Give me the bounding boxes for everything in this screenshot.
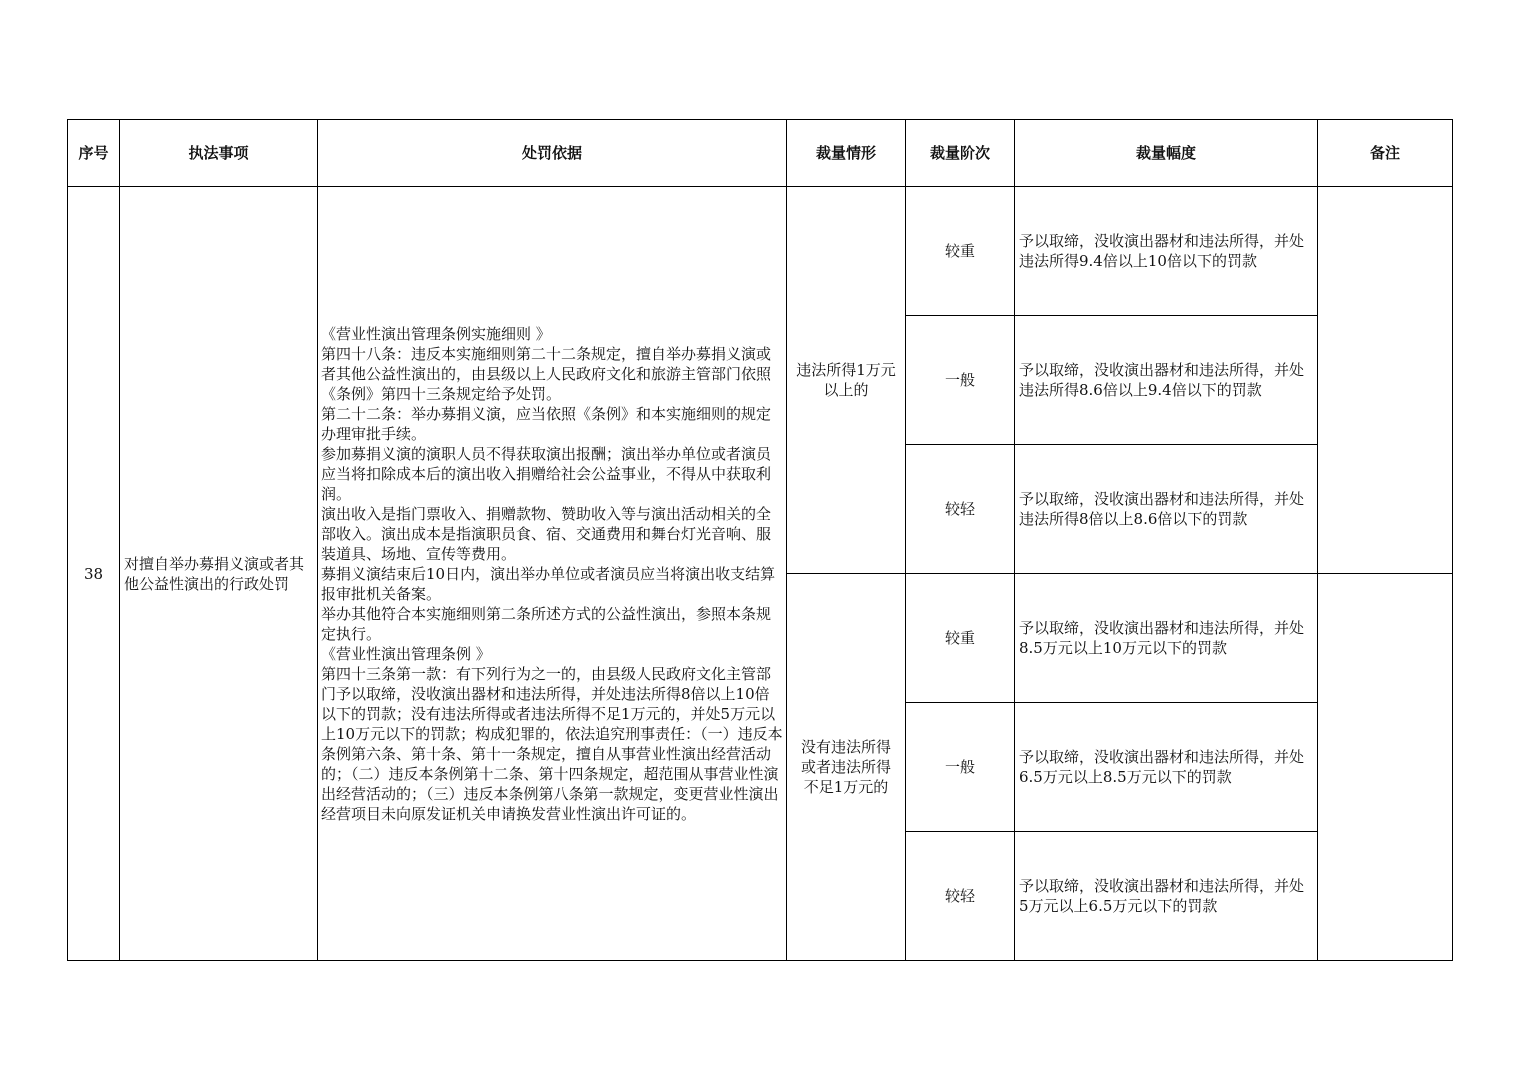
cell-note-1 [1318,187,1453,574]
cell-note-2 [1318,574,1453,961]
cell-level: 一般 [906,316,1015,445]
cell-range: 予以取缔，没收演出器材和违法所得，并处违法所得8倍以上8.6倍以下的罚款 [1015,445,1318,574]
cell-seq: 38 [68,187,120,961]
cell-basis: 《营业性演出管理条例实施细则 》 第四十八条：违反本实施细则第二十二条规定，擅自举办募捐义演或者其他公益性演出的，由县级以上人民政府文化和旅游主管部门依照《条例》第四十三条规定给予处罚。 第二十二条：举办募捐义演，应当依照《条例》和本实施细则的规定办理审批手续。 参加募捐义演的演职人员不得获取演出报酬；演出举办单位或者演员应当将扣除成本后的演出收入捐赠给社会公益事业，不得从中获取利润。 演出收入是指门票收入、捐赠款物、赞助收入等与演出活动相关的全部收入。演出成本是指演职员食、宿、交通费用和舞台灯光音响、服装道具、场地、宣传等费用。 募捐义演结束后10日内，演出举办单位或者演员应当将演出收支结算报审批机关备案。 举办其他符合本实施细则第二条所述方式的公益性演出，参照本条规定执行。 《营业性演出管理条例 》 第四十三条第一款：有下列行为之一的，由县级人民政府文化主管部门予以取缔，没收演出器材和违法所得，并处违法所得8倍以上10倍以下的罚款；没有违法所得或者违法所得不足1万元的，并处5万元以上10万元以下的罚款；构成犯罪的，依法追究刑事责任：（一）违反本条例第六条、第十条、第十一条规定，擅自从事营业性演出经营活动的；（二）违反本条例第十二条、第十四条规定，超范围从事营业性演出经营活动的；（三）违反本条例第八条第一款规定，变更营业性演出经营项目未向原发证机关申请换发营业性演出许可证的。 [318,187,787,961]
penalty-discretion-table [67,119,1453,961]
header-seq: 序号 [68,120,120,187]
cell-range: 予以取缔，没收演出器材和违法所得，并处8.5万元以上10万元以下的罚款 [1015,574,1318,703]
cell-situation-2: 没有违法所得或者违法所得不足1万元的 [787,574,906,961]
header-basis: 处罚依据 [318,120,787,187]
cell-level: 较轻 [906,445,1015,574]
header-note: 备注 [1318,120,1453,187]
header-level: 裁量阶次 [906,120,1015,187]
cell-range: 予以取缔，没收演出器材和违法所得，并处6.5万元以上8.5万元以下的罚款 [1015,703,1318,832]
cell-range: 予以取缔，没收演出器材和违法所得，并处5万元以上6.5万元以下的罚款 [1015,832,1318,961]
cell-situation-1: 违法所得1万元以上的 [787,187,906,574]
cell-range: 予以取缔，没收演出器材和违法所得，并处违法所得9.4倍以上10倍以下的罚款 [1015,187,1318,316]
cell-level: 较轻 [906,832,1015,961]
header-range: 裁量幅度 [1015,120,1318,187]
cell-level: 一般 [906,703,1015,832]
table-row [68,187,1453,316]
cell-level: 较重 [906,187,1015,316]
header-row [68,120,1453,187]
header-matter: 执法事项 [120,120,318,187]
cell-range: 予以取缔，没收演出器材和违法所得，并处违法所得8.6倍以上9.4倍以下的罚款 [1015,316,1318,445]
header-situation: 裁量情形 [787,120,906,187]
cell-matter: 对擅自举办募捐义演或者其他公益性演出的行政处罚 [120,187,318,961]
cell-level: 较重 [906,574,1015,703]
